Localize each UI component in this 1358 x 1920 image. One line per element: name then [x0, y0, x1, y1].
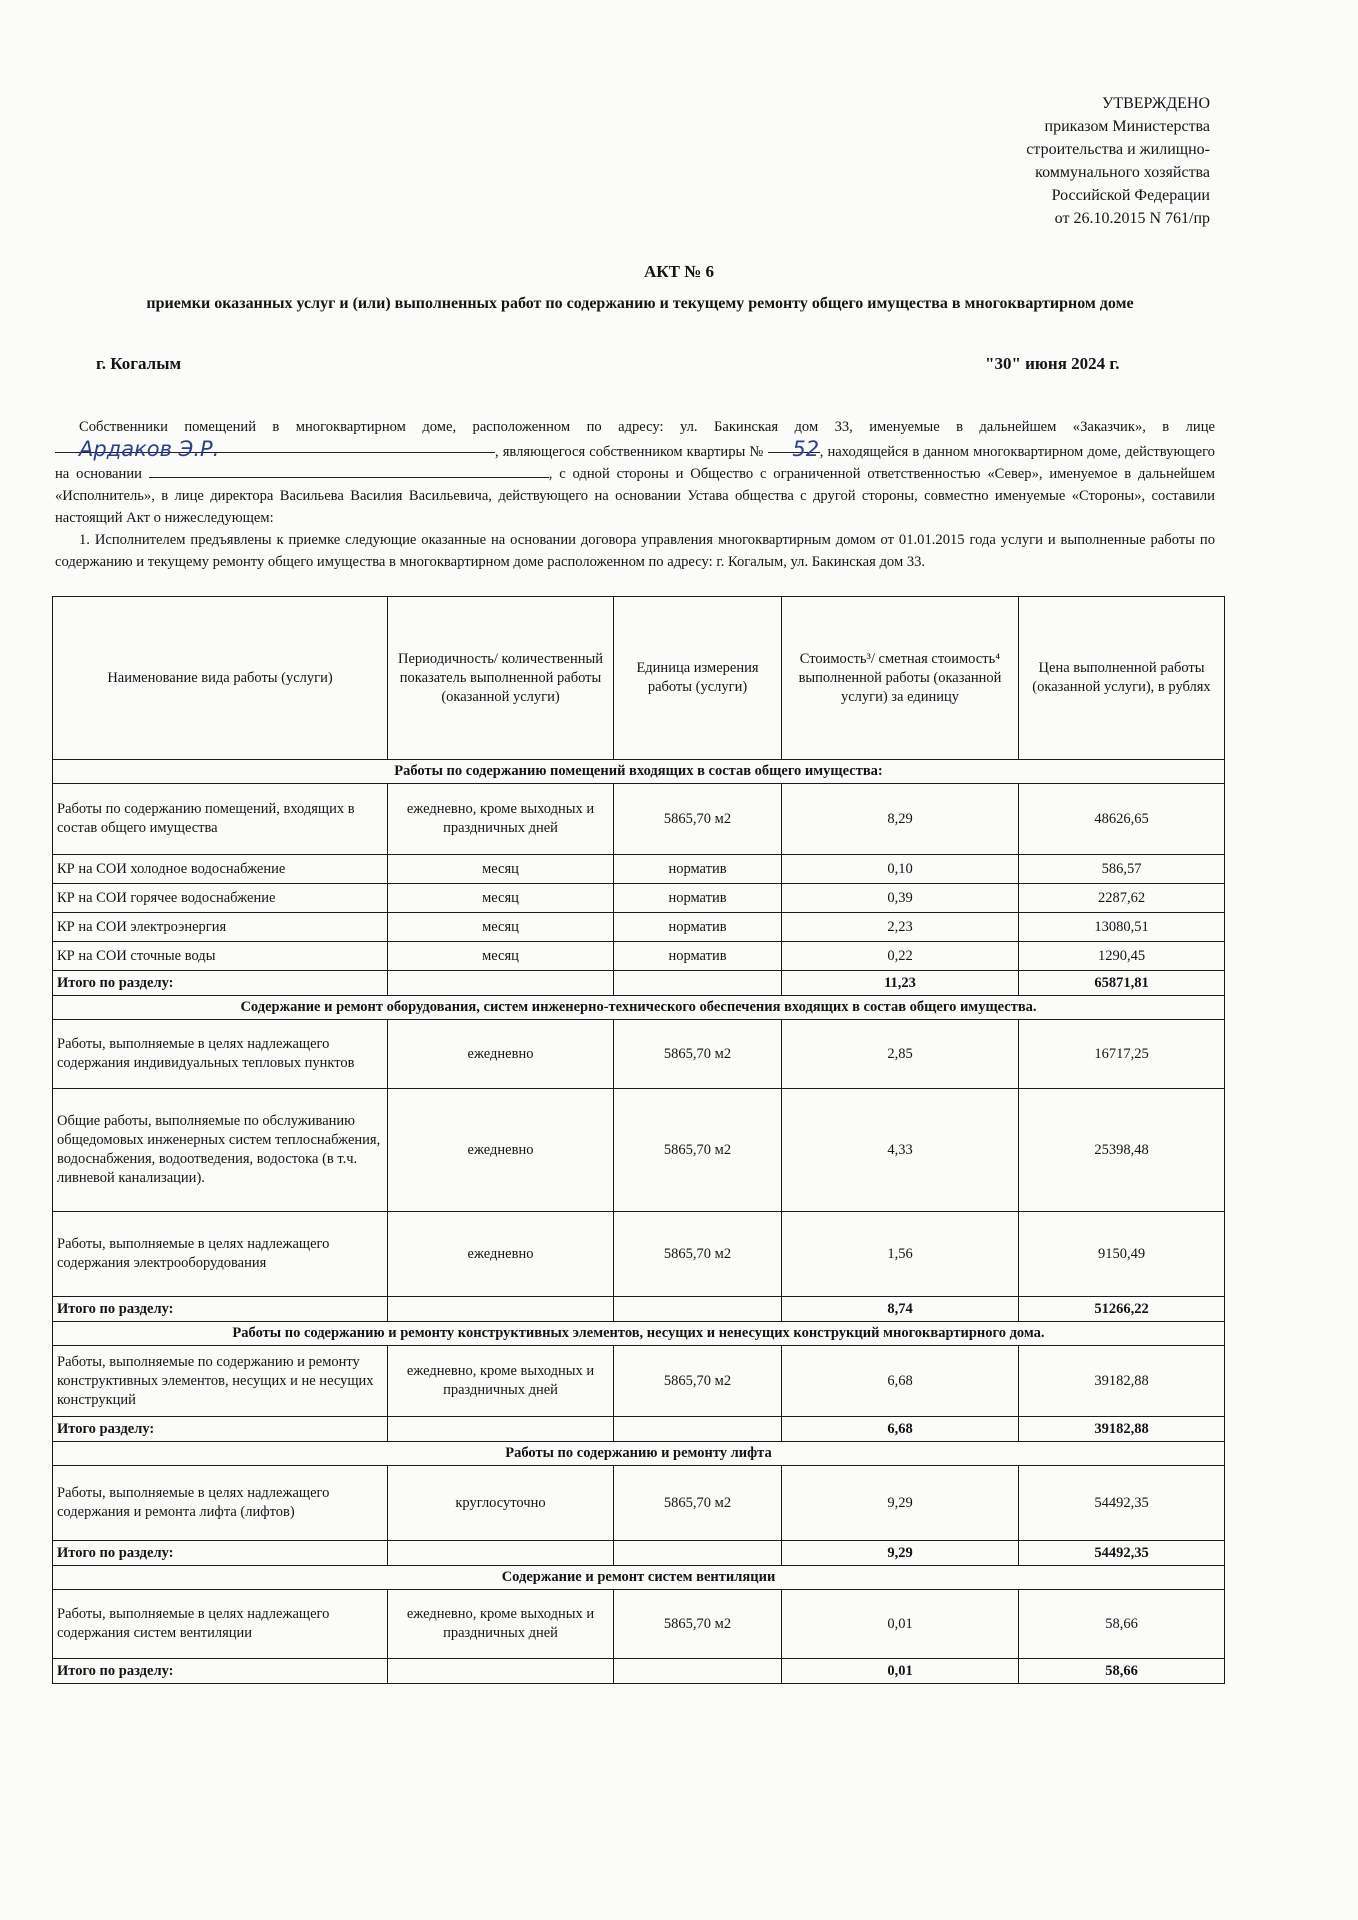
total-empty: [614, 1297, 782, 1322]
approval-line: Российской Федерации: [1051, 187, 1210, 204]
work-unit-cost: 0,39: [782, 884, 1019, 913]
section-header-row: [53, 760, 1225, 784]
total-empty: [614, 1541, 782, 1566]
work-name: КР на СОИ холодное водоснабжение: [53, 855, 388, 884]
total-cost: 11,23: [782, 971, 1019, 996]
act-title: АКТ № 6: [643, 262, 715, 281]
section-total-row: [53, 1541, 1225, 1566]
work-period: ежедневно: [388, 1089, 614, 1212]
table-row: [53, 1212, 1225, 1297]
work-unit-cost: 4,33: [782, 1089, 1019, 1212]
work-price: 2287,62: [1019, 884, 1225, 913]
work-name: Работы, выполняемые в целях надлежащего содержания и ремонта лифта (лифтов): [53, 1466, 388, 1541]
work-unit-cost: 6,68: [782, 1346, 1019, 1417]
work-unit-cost: 8,29: [782, 784, 1019, 855]
section-title: Содержание и ремонт оборудования, систем инженерно-технического обеспечения входящих в состав общего имущества.: [53, 996, 1225, 1020]
handwritten-apartment-number: 52: [792, 437, 820, 461]
work-period: месяц: [388, 855, 614, 884]
representative-blank: [55, 437, 495, 461]
work-name: КР на СОИ сточные воды: [53, 942, 388, 971]
table-header-row: [53, 597, 1225, 760]
work-unit: норматив: [614, 884, 782, 913]
intro-paragraph-1: [55, 416, 1215, 529]
approval-line: УТВЕРЖДЕНО: [1101, 95, 1210, 112]
approval-line: коммунального хозяйства: [1035, 164, 1210, 181]
section-header-row: [53, 996, 1225, 1020]
total-empty: [614, 971, 782, 996]
header-price: Цена выполненной работы (оказанной услуги), в рублях: [1019, 597, 1225, 760]
act-date: "30" июня 2024 г.: [985, 354, 1120, 373]
work-unit-cost: 0,22: [782, 942, 1019, 971]
work-period: ежедневно: [388, 1212, 614, 1297]
work-period: ежедневно, кроме выходных и праздничных дней: [388, 1346, 614, 1417]
work-price: 9150,49: [1019, 1212, 1225, 1297]
section-total-row: [53, 1659, 1225, 1684]
act-city: г. Когалым: [96, 354, 182, 373]
work-unit: 5865,70 м2: [614, 1346, 782, 1417]
work-price: 16717,25: [1019, 1020, 1225, 1089]
work-unit-cost: 0,01: [782, 1590, 1019, 1659]
approval-line: приказом Министерства: [1044, 118, 1210, 135]
intro-text-part: Собственники помещений в многоквартирном доме, расположенном по адресу: ул. Бакинская дом 33, именуемые в дальнейшем «Заказчик», в лице: [79, 419, 1215, 435]
section-title: Работы по содержанию помещений входящих в состав общего имущества:: [53, 760, 1225, 784]
section-title: Работы по содержанию и ремонту лифта: [53, 1442, 1225, 1466]
work-period: ежедневно, кроме выходных и праздничных дней: [388, 784, 614, 855]
work-price: 13080,51: [1019, 913, 1225, 942]
intro-paragraph-2: 1. Исполнителем предъявлены к приемке следующие оказанные на основании договора управления многоквартирным домом от 01.01.2015 года услуги и выполненные работы по содержанию и текущему ремонту общего имущества в многоквартирном доме расположенном по адресу: г. Когалым, ул. Бакинская дом 33.: [55, 532, 1215, 570]
intro-text: [55, 416, 1215, 573]
work-name: Работы по содержанию помещений, входящих в состав общего имущества: [53, 784, 388, 855]
total-empty: [614, 1417, 782, 1442]
work-period: месяц: [388, 942, 614, 971]
work-price: 54492,35: [1019, 1466, 1225, 1541]
total-cost: 8,74: [782, 1297, 1019, 1322]
total-price: 51266,22: [1019, 1297, 1225, 1322]
work-period: ежедневно: [388, 1020, 614, 1089]
work-unit: норматив: [614, 855, 782, 884]
total-price: 54492,35: [1019, 1541, 1225, 1566]
header-name: Наименование вида работы (услуги): [53, 597, 388, 760]
work-unit: норматив: [614, 913, 782, 942]
intro-text-part: , с одной стороны и Общество с ограниченной ответственностью «Север», именуемое в дальнейшем «Исполнитель», в лице директора Васильева Василия Васильевича, действующего на основании Устава общества с другой стороны, совместно именуемые «Стороны», составили настоящий Акт о нижеследующем:: [55, 466, 1215, 526]
works-table: [52, 596, 1225, 1684]
table-row: [53, 855, 1225, 884]
table-row: [53, 942, 1225, 971]
header-cost: Стоимость³/ сметная стоимость⁴ выполненной работы (оказанной услуги) за единицу: [782, 597, 1019, 760]
section-total-row: [53, 1417, 1225, 1442]
total-empty: [614, 1659, 782, 1684]
total-empty: [388, 1659, 614, 1684]
total-empty: [388, 1417, 614, 1442]
work-name: КР на СОИ горячее водоснабжение: [53, 884, 388, 913]
work-name: Работы, выполняемые по содержанию и ремонту конструктивных элементов, несущих и не несущих конструкций: [53, 1346, 388, 1417]
total-label: Итого разделу:: [53, 1417, 388, 1442]
total-cost: 0,01: [782, 1659, 1019, 1684]
apartment-blank: [768, 437, 820, 461]
work-name: Работы, выполняемые в целях надлежащего содержания индивидуальных тепловых пунктов: [53, 1020, 388, 1089]
work-price: 39182,88: [1019, 1346, 1225, 1417]
total-price: 58,66: [1019, 1659, 1225, 1684]
total-label: Итого по разделу:: [53, 1541, 388, 1566]
work-price: 58,66: [1019, 1590, 1225, 1659]
total-empty: [388, 1541, 614, 1566]
work-period: ежедневно, кроме выходных и праздничных дней: [388, 1590, 614, 1659]
total-cost: 6,68: [782, 1417, 1019, 1442]
total-price: 39182,88: [1019, 1417, 1225, 1442]
handwritten-signature: Ардаков Э.Р.: [79, 437, 220, 461]
table-row: [53, 784, 1225, 855]
work-price: 48626,65: [1019, 784, 1225, 855]
work-unit: 5865,70 м2: [614, 1089, 782, 1212]
work-unit: 5865,70 м2: [614, 1020, 782, 1089]
approval-line: строительства и жилищно-: [1026, 141, 1210, 158]
work-name: Работы, выполняемые в целях надлежащего содержания электрооборудования: [53, 1212, 388, 1297]
table-row: [53, 1346, 1225, 1417]
table-row: [53, 1590, 1225, 1659]
work-unit-cost: 0,10: [782, 855, 1019, 884]
work-unit-cost: 2,23: [782, 913, 1019, 942]
act-subtitle: приемки оказанных услуг и (или) выполненных работ по содержанию и текущему ремонту общего имущества в многоквартирном доме: [146, 295, 1134, 312]
work-period: месяц: [388, 884, 614, 913]
work-name: Общие работы, выполняемые по обслуживанию общедомовых инженерных систем теплоснабжения, водоснабжения, водоотведения, водостока (в т.ч. ливневой канализации).: [53, 1089, 388, 1212]
table-row: [53, 1089, 1225, 1212]
work-unit-cost: 9,29: [782, 1466, 1019, 1541]
section-total-row: [53, 1297, 1225, 1322]
work-unit: 5865,70 м2: [614, 784, 782, 855]
total-label: Итого по разделу:: [53, 971, 388, 996]
work-period: круглосуточно: [388, 1466, 614, 1541]
work-name: Работы, выполняемые в целях надлежащего содержания систем вентиляции: [53, 1590, 388, 1659]
work-unit-cost: 2,85: [782, 1020, 1019, 1089]
total-price: 65871,81: [1019, 971, 1225, 996]
section-total-row: [53, 971, 1225, 996]
work-price: 1290,45: [1019, 942, 1225, 971]
section-header-row: [53, 1566, 1225, 1590]
section-title: Работы по содержанию и ремонту конструктивных элементов, несущих и ненесущих конструкций многоквартирного дома.: [53, 1322, 1225, 1346]
work-price: 25398,48: [1019, 1089, 1225, 1212]
header-period: Периодичность/ количественный показатель выполненной работы (оказанной услуги): [388, 597, 614, 760]
total-label: Итого по разделу:: [53, 1297, 388, 1322]
work-unit: 5865,70 м2: [614, 1466, 782, 1541]
total-label: Итого по разделу:: [53, 1659, 388, 1684]
section-header-row: [53, 1322, 1225, 1346]
work-period: месяц: [388, 913, 614, 942]
header-unit: Единица измерения работы (услуги): [614, 597, 782, 760]
table-row: [53, 1466, 1225, 1541]
work-unit: 5865,70 м2: [614, 1212, 782, 1297]
total-empty: [388, 971, 614, 996]
total-cost: 9,29: [782, 1541, 1019, 1566]
intro-text-part: , находящейся в данном многоквартирном доме, действующего на основании: [55, 444, 1215, 482]
table-row: [53, 884, 1225, 913]
table-row: [53, 1020, 1225, 1089]
work-price: 586,57: [1019, 855, 1225, 884]
section-title: Содержание и ремонт систем вентиляции: [53, 1566, 1225, 1590]
approval-stamp: [1000, 92, 1210, 230]
work-name: КР на СОИ электроэнергия: [53, 913, 388, 942]
approval-line: от 26.10.2015 N 761/пр: [1054, 210, 1210, 227]
work-unit: норматив: [614, 942, 782, 971]
work-unit-cost: 1,56: [782, 1212, 1019, 1297]
table-row: [53, 913, 1225, 942]
total-empty: [388, 1297, 614, 1322]
basis-blank: [149, 463, 549, 478]
section-header-row: [53, 1442, 1225, 1466]
intro-text-part: , являющегося собственником квартиры №: [495, 444, 764, 460]
work-unit: 5865,70 м2: [614, 1590, 782, 1659]
